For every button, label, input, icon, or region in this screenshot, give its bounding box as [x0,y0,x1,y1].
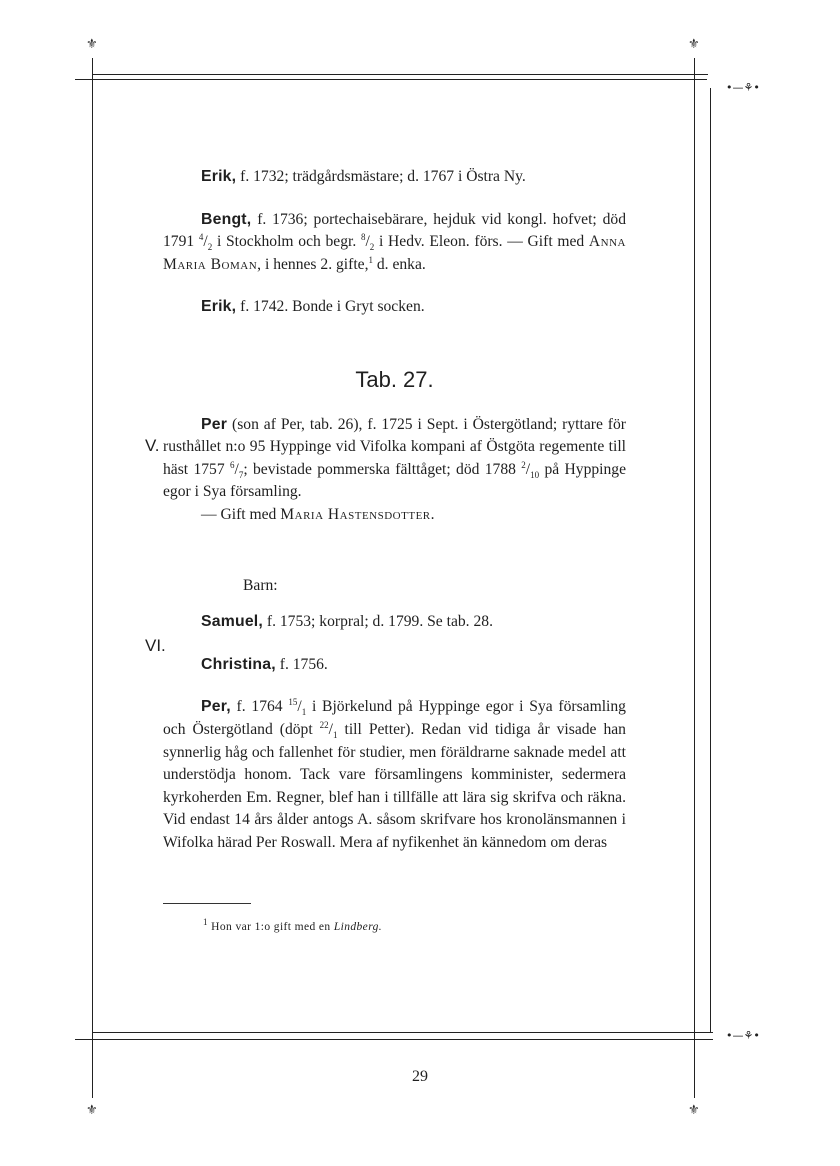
date-numerator: 4 [198,232,204,242]
page-body [163,166,626,854]
entry-text: f. 1756. [275,655,328,673]
entry-text: f. 1732; trädgårdsmästare; d. 1767 i Östra Ny. [236,168,526,185]
entry-text: till Petter). Redan vid tidiga år visade han synnerlig håg och fallenhet för studier, men föräldrarne saknade medel att understödja honom. Tack vare församlingens komminister, sedermera kyrkoherden Em. Regner, blef han i tillfälle att lära sig skrifva och räkna. Vid endast 14 års ålder antogs A. såsom skrifvare hos kronolänsmannen i Wifolka härad Per Roswall. Mera af nyfikenhet än kännedom om deras [163,720,626,851]
entry-christina [163,654,626,677]
fleur-de-lis-icon: ⚜ [86,37,98,52]
person-name: Christina, [201,655,276,673]
fleur-de-lis-icon: ⚜ [688,1103,700,1118]
date-denominator: 7 [238,469,244,480]
frame-top-line-inner [75,79,707,80]
date-denominator: 2 [369,242,375,253]
footnote-divider [163,903,251,904]
side-ornament-icon: •—⚘• [726,81,760,94]
page-number: 29 [412,1068,428,1085]
date-denominator: 2 [207,242,213,253]
date-denominator: 1 [333,730,338,741]
side-ornament-icon: •—⚘• [726,1029,760,1042]
footnote-ref[interactable]: 1 [368,254,373,265]
fleur-de-lis-icon: ⚜ [86,1103,98,1118]
frame-bottom-line-inner [75,1039,713,1040]
entry-text: . [430,505,435,523]
entry-text: f. 1753; korpral; d. 1799. Se tab. 28. [262,613,493,631]
footnote [203,917,383,933]
entry-text: f. 1742. Bonde i Gryt socken. [236,298,425,316]
entry-per-1764: Per, f. 1764 $^{15}/_1$ i Björkelund på Hyppinge egor i Sya församling och Östergötland (döpt $^{22}/_1$ till Petter). Redan vid tidiga år visade han synnerlig håg och fallenhet för studier, men föräldrarne saknade medel att understödja honom. Tack vare församlingens komminister, sedermera kyrkoherden Em. Regner, blef han i tillfälle att lära sig skrifva och räkna. Vid endast 14 års ålder antogs A. såsom skrifvare hos kronolänsmannen i Wifolka härad Per Roswall. Mera af nyfikenhet än kännedom om deras [163,697,626,851]
entry-text: på Hyppinge egor i Sya församling. [163,460,627,501]
footnote-name: Lindberg. [333,921,383,933]
entry-text: ; bevistade pommerska fälttåget; död 1788 [243,460,522,478]
footnote-text: Hon var 1:o gift med en [207,921,334,933]
person-name: Per, [201,698,231,716]
entry-text: (son af Per, tab. 26), f. 1725 i Sept. i Östergötland; ryttare för rusthållet n:o 95 Hyppinge vid Vifolka kompani af Östgöta regemente till häst 1757 [163,415,626,478]
person-name: Per [201,415,228,433]
entry-text: — Gift med [201,505,281,523]
entry-erik-1742 [163,296,626,319]
date-numerator: 22 [319,719,329,730]
frame-left-line [92,58,93,1098]
frame-right-line [694,58,695,1098]
entry-text: i Björkelund på Hyppinge egor i Sya församling och Östergötland (döpt [163,698,626,738]
person-name: Samuel, [201,613,263,631]
entry-samuel [163,611,626,634]
date-numerator: 8 [360,232,366,242]
fleur-de-lis-icon: ⚜ [688,37,700,52]
spouse-name: Maria Hastensdotter [280,505,431,523]
entry-bengt: Bengt, f. 1736; portechaisebärare, hejduk vid kongl. hofvet; död 1791 $^4/_2$ i Stockholm och begr. $^8/_2$ i Hedv. Eleon. förs. — Gift med Anna Maria Boman, i hennes 2. gifte,$^1$ d. enka. [163,210,626,273]
footnote-number: 1 [203,917,208,928]
frame-right-line-outer [710,88,711,1033]
date-numerator: 2 [521,459,526,470]
person-name: Bengt, [201,210,252,228]
entry-per-1725: Per (son af Per, tab. 26), f. 1725 i Sept. i Östergötland; ryttare för rusthållet n:o 95 Hyppinge vid Vifolka kompani af Östgöta regemente till häst 1757 $^6/_7$; bevistade pommerska fälttåget; död 1788 $^2/_{10}$ på Hyppinge egor i Sya församling. [163,415,627,501]
person-name: Erik, [201,168,237,185]
entry-text: i Stockholm och begr. [212,233,361,251]
entry-text: , i hennes 2. gifte, [257,255,369,273]
entry-text: i Hedv. Eleon. förs. — Gift med [374,233,589,251]
generation-marker-vi: VI. [145,636,166,655]
spouse-name: Anna Maria Boman [163,233,626,273]
date-numerator: 6 [229,459,235,470]
date-denominator: 10 [530,469,540,480]
date-denominator: 1 [301,707,307,718]
tab-heading: Tab. 27. [355,366,434,392]
date-numerator: 15 [288,697,298,708]
generation-marker-v: V. [145,436,160,455]
frame-top-line [93,74,708,75]
children-label: Barn: [243,576,278,594]
entry-text: f. 1764 [230,698,289,716]
entry-text: f. 1736; portechaisebärare, hejduk vid kongl. hofvet; död 1791 [163,210,626,251]
person-name: Erik, [201,298,237,316]
frame-bottom-line [93,1032,713,1033]
entry-per-marriage [163,504,626,527]
entry-erik-1732 [163,166,626,189]
entry-text: d. enka. [372,255,426,273]
